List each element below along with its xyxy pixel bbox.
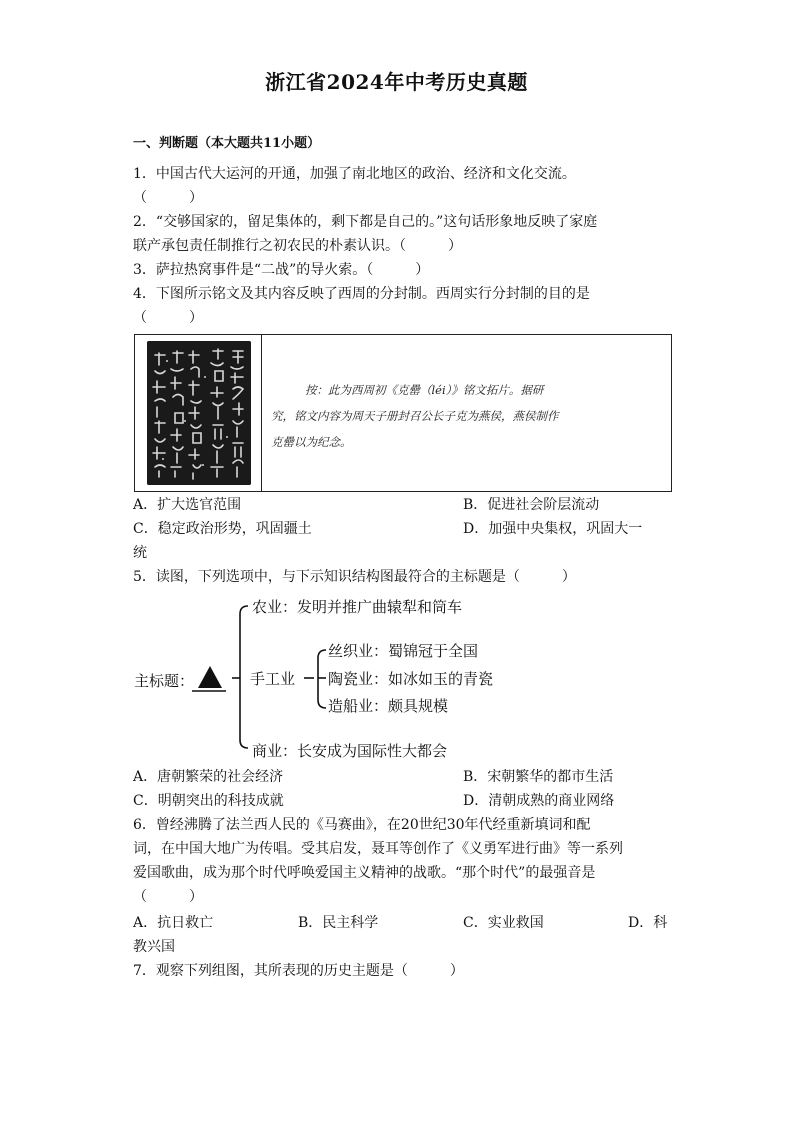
diagram-agriculture: 农业：发明并推广曲辕犁和筒车 (252, 598, 463, 616)
diagram-commerce: 商业：长安成为国际性大都会 (252, 742, 448, 760)
question-4-line-1: 4．下图所示铭文及其内容反映了西周的分封制。西周实行分封制的目的是 (133, 286, 590, 302)
page-title: 浙江省2024年中考历史真题 (265, 70, 528, 94)
question-4-option-b: B．促进社会阶层流动 (463, 497, 600, 513)
question-5-option-a: A．唐朝繁荣的社会经济 (133, 769, 284, 785)
question-4-option-d: D．加强中央集权，巩固大一 (463, 521, 643, 537)
question-6-option-d-continued: 教兴国 (133, 939, 175, 955)
question-4-option-c: C．稳定政治形势，巩固疆土 (133, 521, 312, 537)
section-heading: 一、判断题（本大题共11小题） (133, 136, 321, 151)
question-6-option-c: C．实业救国 (463, 915, 544, 931)
question-5-option-c: C．明朝突出的科技成就 (133, 793, 284, 809)
question-5-option-d: D．清朝成熟的商业网络 (463, 793, 615, 809)
question-6-line-1: 6．曾经沸腾了法兰西人民的《马赛曲》，在20世纪30年代经重新填词和配 (133, 817, 591, 833)
question-4-line-2: （ ） (133, 310, 203, 326)
caption-line-2: 究，铭文内容为周天子册封召公长子克为燕侯，燕侯制作 (271, 409, 559, 423)
question-4-option-d-continued: 统 (133, 545, 147, 561)
inscription-caption (271, 377, 661, 455)
diagram-handicraft: 手工业 (250, 670, 296, 688)
question-6-option-a: A．抗日救亡 (133, 915, 214, 931)
question-5-option-b: B．宋朝繁华的都市生活 (463, 769, 614, 785)
question-5-line-1: 5．读图，下列选项中，与下示知识结构图最符合的主标题是（ ） (133, 569, 576, 585)
inscription-figure (134, 334, 672, 492)
question-4-option-a: A．扩大选官范围 (133, 497, 242, 513)
diagram-shipbuilding: 造船业：颇具规模 (328, 697, 449, 715)
caption-line-1: 按：此为西周初《克罍（léi）》铭文拓片。据研 (305, 383, 544, 397)
inscription-rubbing-image (147, 341, 251, 485)
diagram-silk-industry: 丝织业：蜀锦冠于全国 (328, 642, 479, 660)
question-6-line-2: 词，在中国大地广为传唱。受其启发，聂耳等创作了《义勇军进行曲》等一系列 (133, 841, 623, 857)
knowledge-structure-diagram (130, 592, 550, 764)
caption-line-3: 克罍以为纪念。 (271, 435, 352, 449)
question-6-option-d: D．科 (628, 915, 668, 931)
question-6-option-b: B．民主科学 (298, 915, 379, 931)
diagram-ceramic-industry: 陶瓷业：如冰如玉的青瓷 (328, 670, 494, 688)
question-6-line-4: （ ） (133, 889, 203, 905)
question-2-line-2: 联产承包责任制推行之初农民的朴素认识。（ ） (133, 238, 462, 254)
question-1-line-1: 1．中国古代大运河的开通，加强了南北地区的政治、经济和文化交流。 (133, 166, 576, 182)
figure-divider (261, 335, 262, 491)
question-2-line-1: 2．“交够国家的，留足集体的，剩下都是自己的。”这句话形象地反映了家庭 (133, 214, 598, 230)
question-6-line-3: 爱国歌曲，成为那个时代呼唤爱国主义精神的战歌。“那个时代”的最强音是 (133, 865, 596, 881)
triangle-icon (198, 666, 222, 688)
question-7-line-1: 7．观察下列组图，其所表现的历史主题是（ ） (133, 963, 464, 979)
question-3-line-1: 3．萨拉热窝事件是“二战”的导火索。（ ） (133, 262, 430, 278)
question-1-line-2: （ ） (133, 190, 203, 206)
diagram-main-title-label: 主标题： (134, 672, 195, 690)
